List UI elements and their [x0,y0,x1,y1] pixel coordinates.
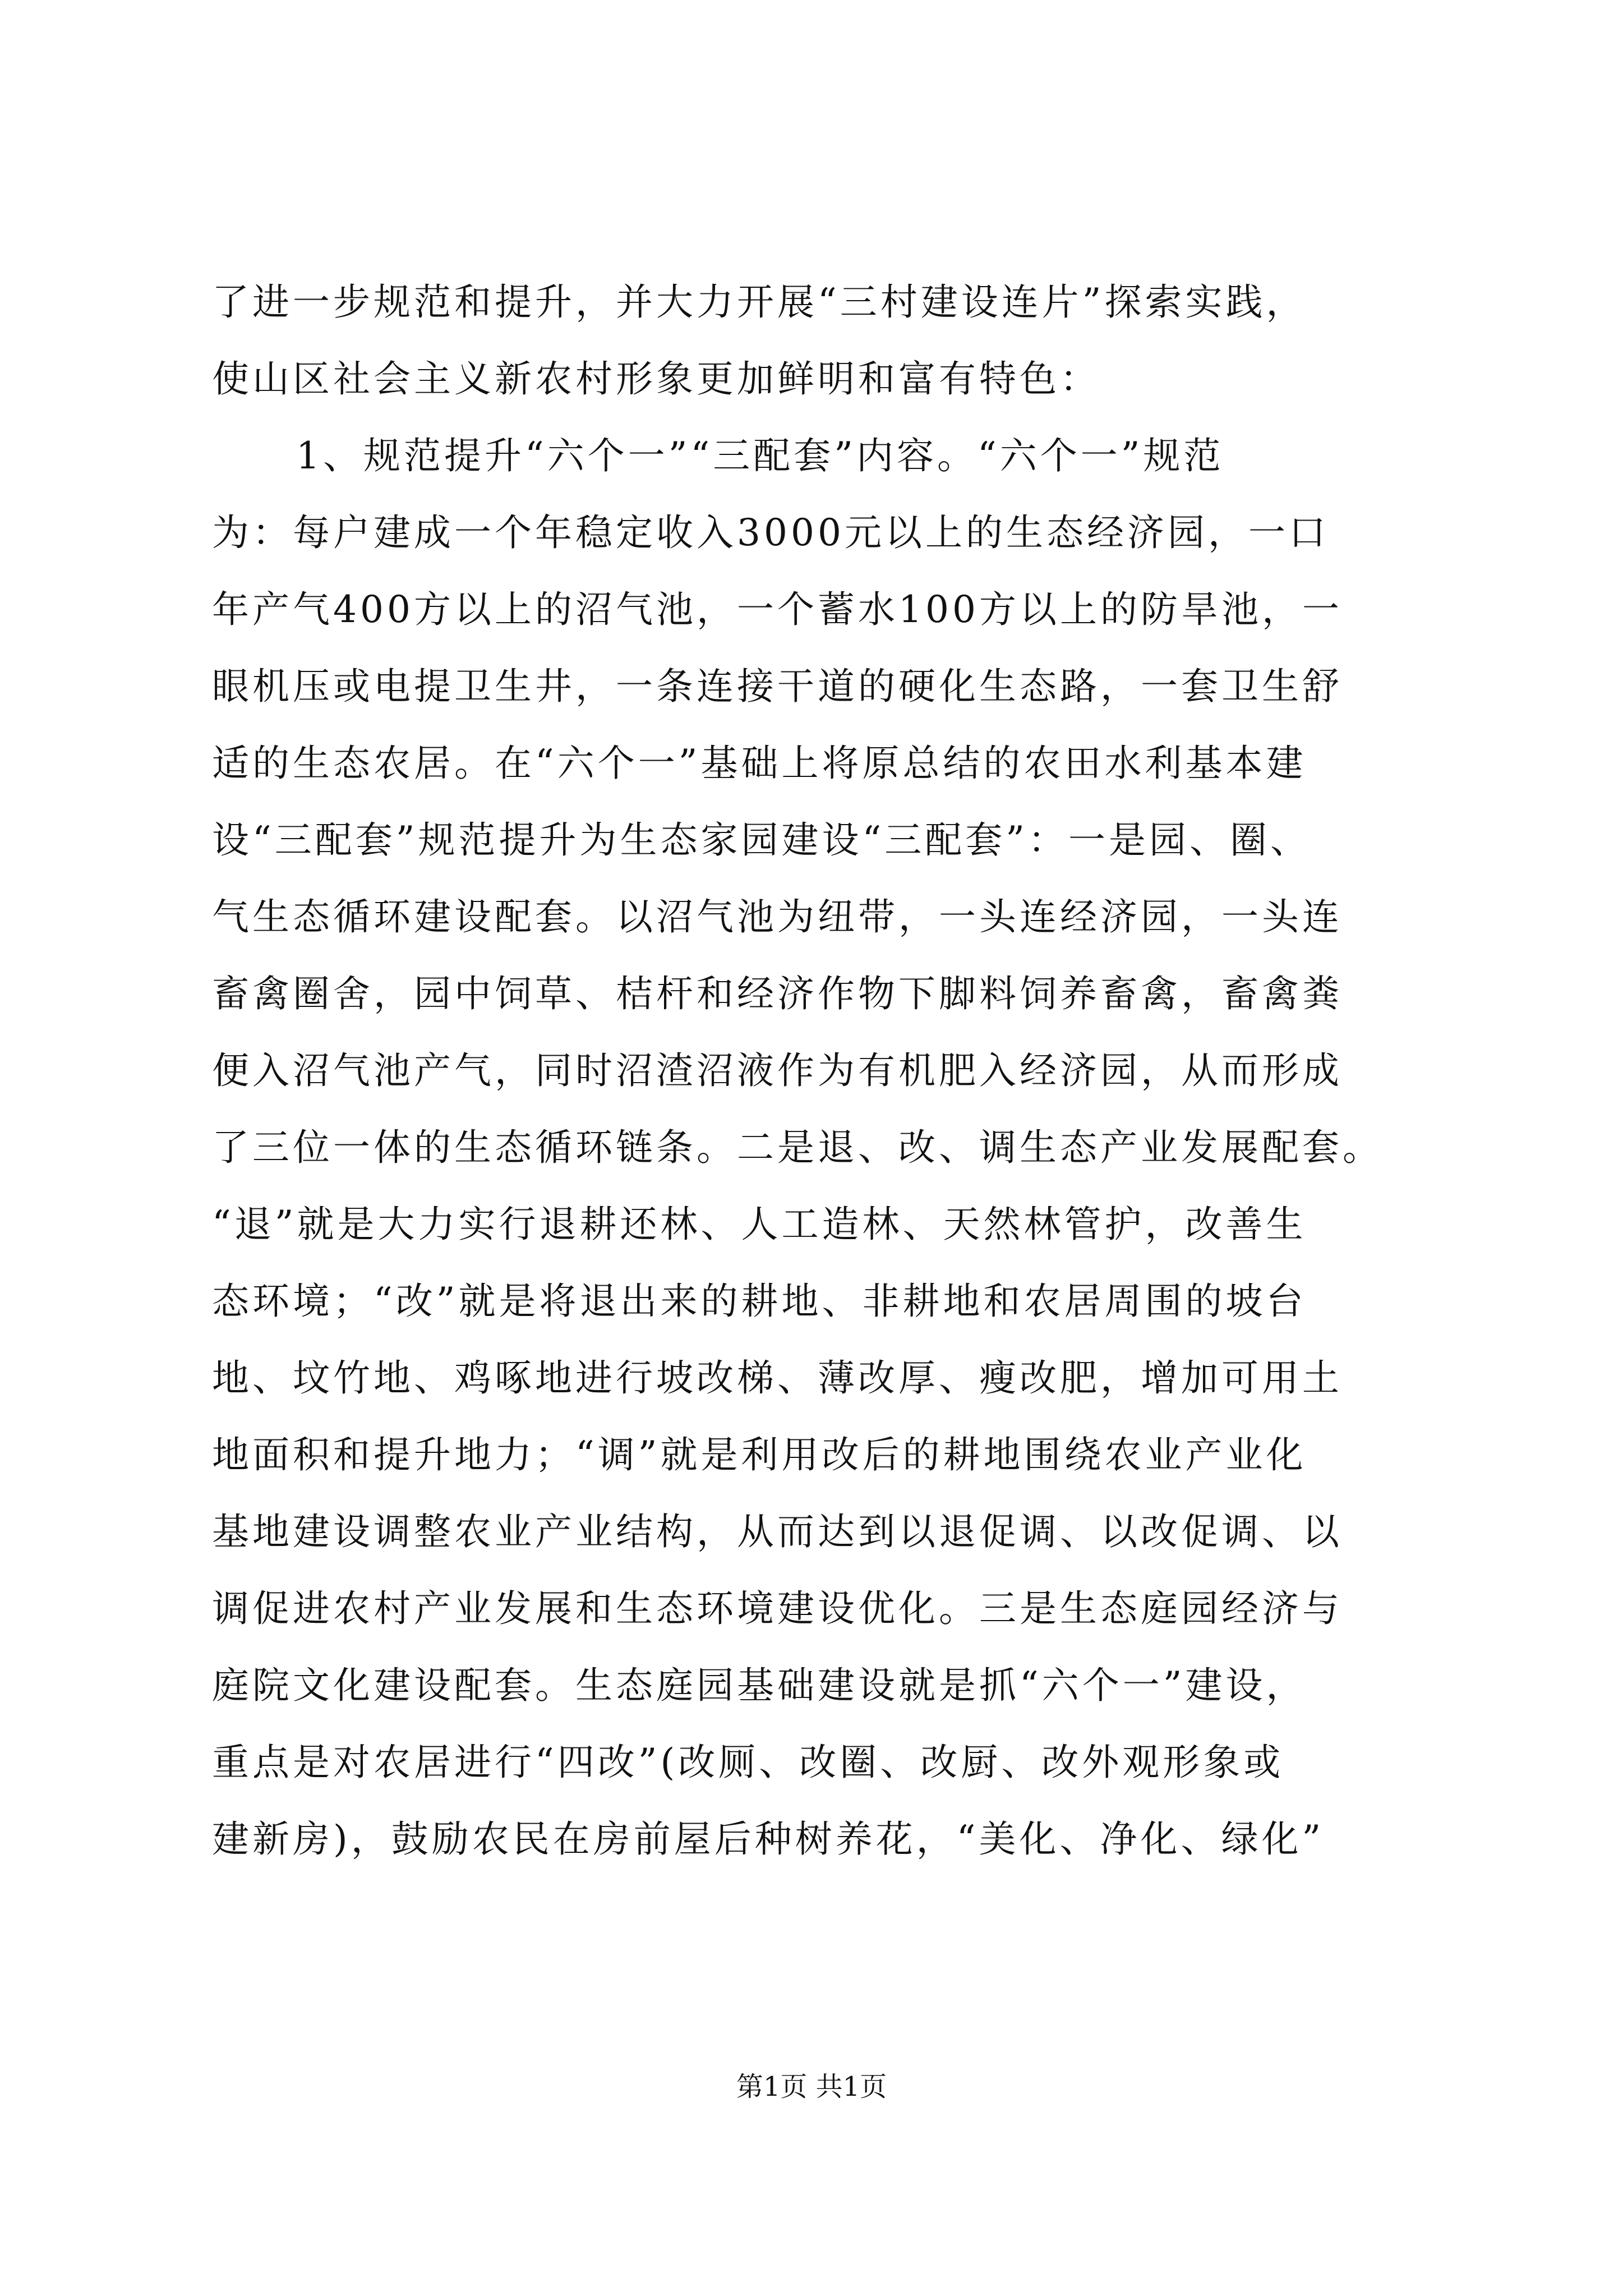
text-line: 基地建设调整农业产业结构，从而达到以退促调、以改促调、以 [212,1510,1343,1553]
text-line: 为：每户建成一个年稳定收入3000元以上的生态经济园，一口 [212,511,1329,554]
text-line: “退”就是大力实行退耕还林、人工造林、天然林管护，改善生 [212,1203,1307,1246]
text-line: 庭院文化建设配套。生态庭园基础建设就是抓“六个一”建设， [212,1664,1307,1707]
text-line: 建新房)，鼓励农民在房前屋后种树养花，“美化、净化、绿化” [212,1818,1325,1861]
page-footer [0,2070,1623,2104]
text-line: 了进一步规范和提升，并大力开展“三村建设连片”探索实践， [212,280,1307,324]
text-line: 地面积和提升地力；“调”就是利用改后的耕地围绕农业产业化 [212,1433,1307,1476]
body-text [212,264,1435,1878]
text-line: 年产气400方以上的沼气池，一个蓄水100方以上的防旱池，一 [212,588,1343,631]
text-line: 眼机压或电提卫生井，一条连接干道的硬化生态路，一套卫生舒 [212,665,1343,708]
text-line: 适的生态农居。在“六个一”基础上将原总结的农田水利基本建 [212,742,1307,785]
paragraph-start-line: 1、规范提升“六个一”“三配套”内容。“六个一”规范 [296,434,1224,477]
text-line: 了三位一体的生态循环链条。二是退、改、调生态产业发展配套。 [212,1126,1383,1169]
page-number: 第1页 共1页 [736,2071,887,2102]
text-line: 设“三配套”规范提升为生态家园建设“三配套”：一是园、圈、 [212,818,1311,862]
text-line: 畜禽圈舍，园中饲草、桔杆和经济作物下脚料饲养畜禽，畜禽粪 [212,972,1343,1015]
text-line: 使山区社会主义新农村形象更加鲜明和富有特色： [212,357,1100,401]
text-line: 重点是对农居进行“四改”(改厕、改圈、改厨、改外观形象或 [212,1741,1284,1784]
text-line: 调促进农村产业发展和生态环境建设优化。三是生态庭园经济与 [212,1587,1343,1630]
text-line: 地、坟竹地、鸡啄地进行坡改梯、薄改厚、瘦改肥，增加可用土 [212,1356,1343,1400]
text-line: 气生态循环建设配套。以沼气池为纽带，一头连经济园，一头连 [212,895,1343,938]
text-line: 态环境；“改”就是将退出来的耕地、非耕地和农居周围的坡台 [212,1280,1307,1323]
text-line: 便入沼气池产气，同时沼渣沼液作为有机肥入经济园，从而形成 [212,1049,1343,1092]
